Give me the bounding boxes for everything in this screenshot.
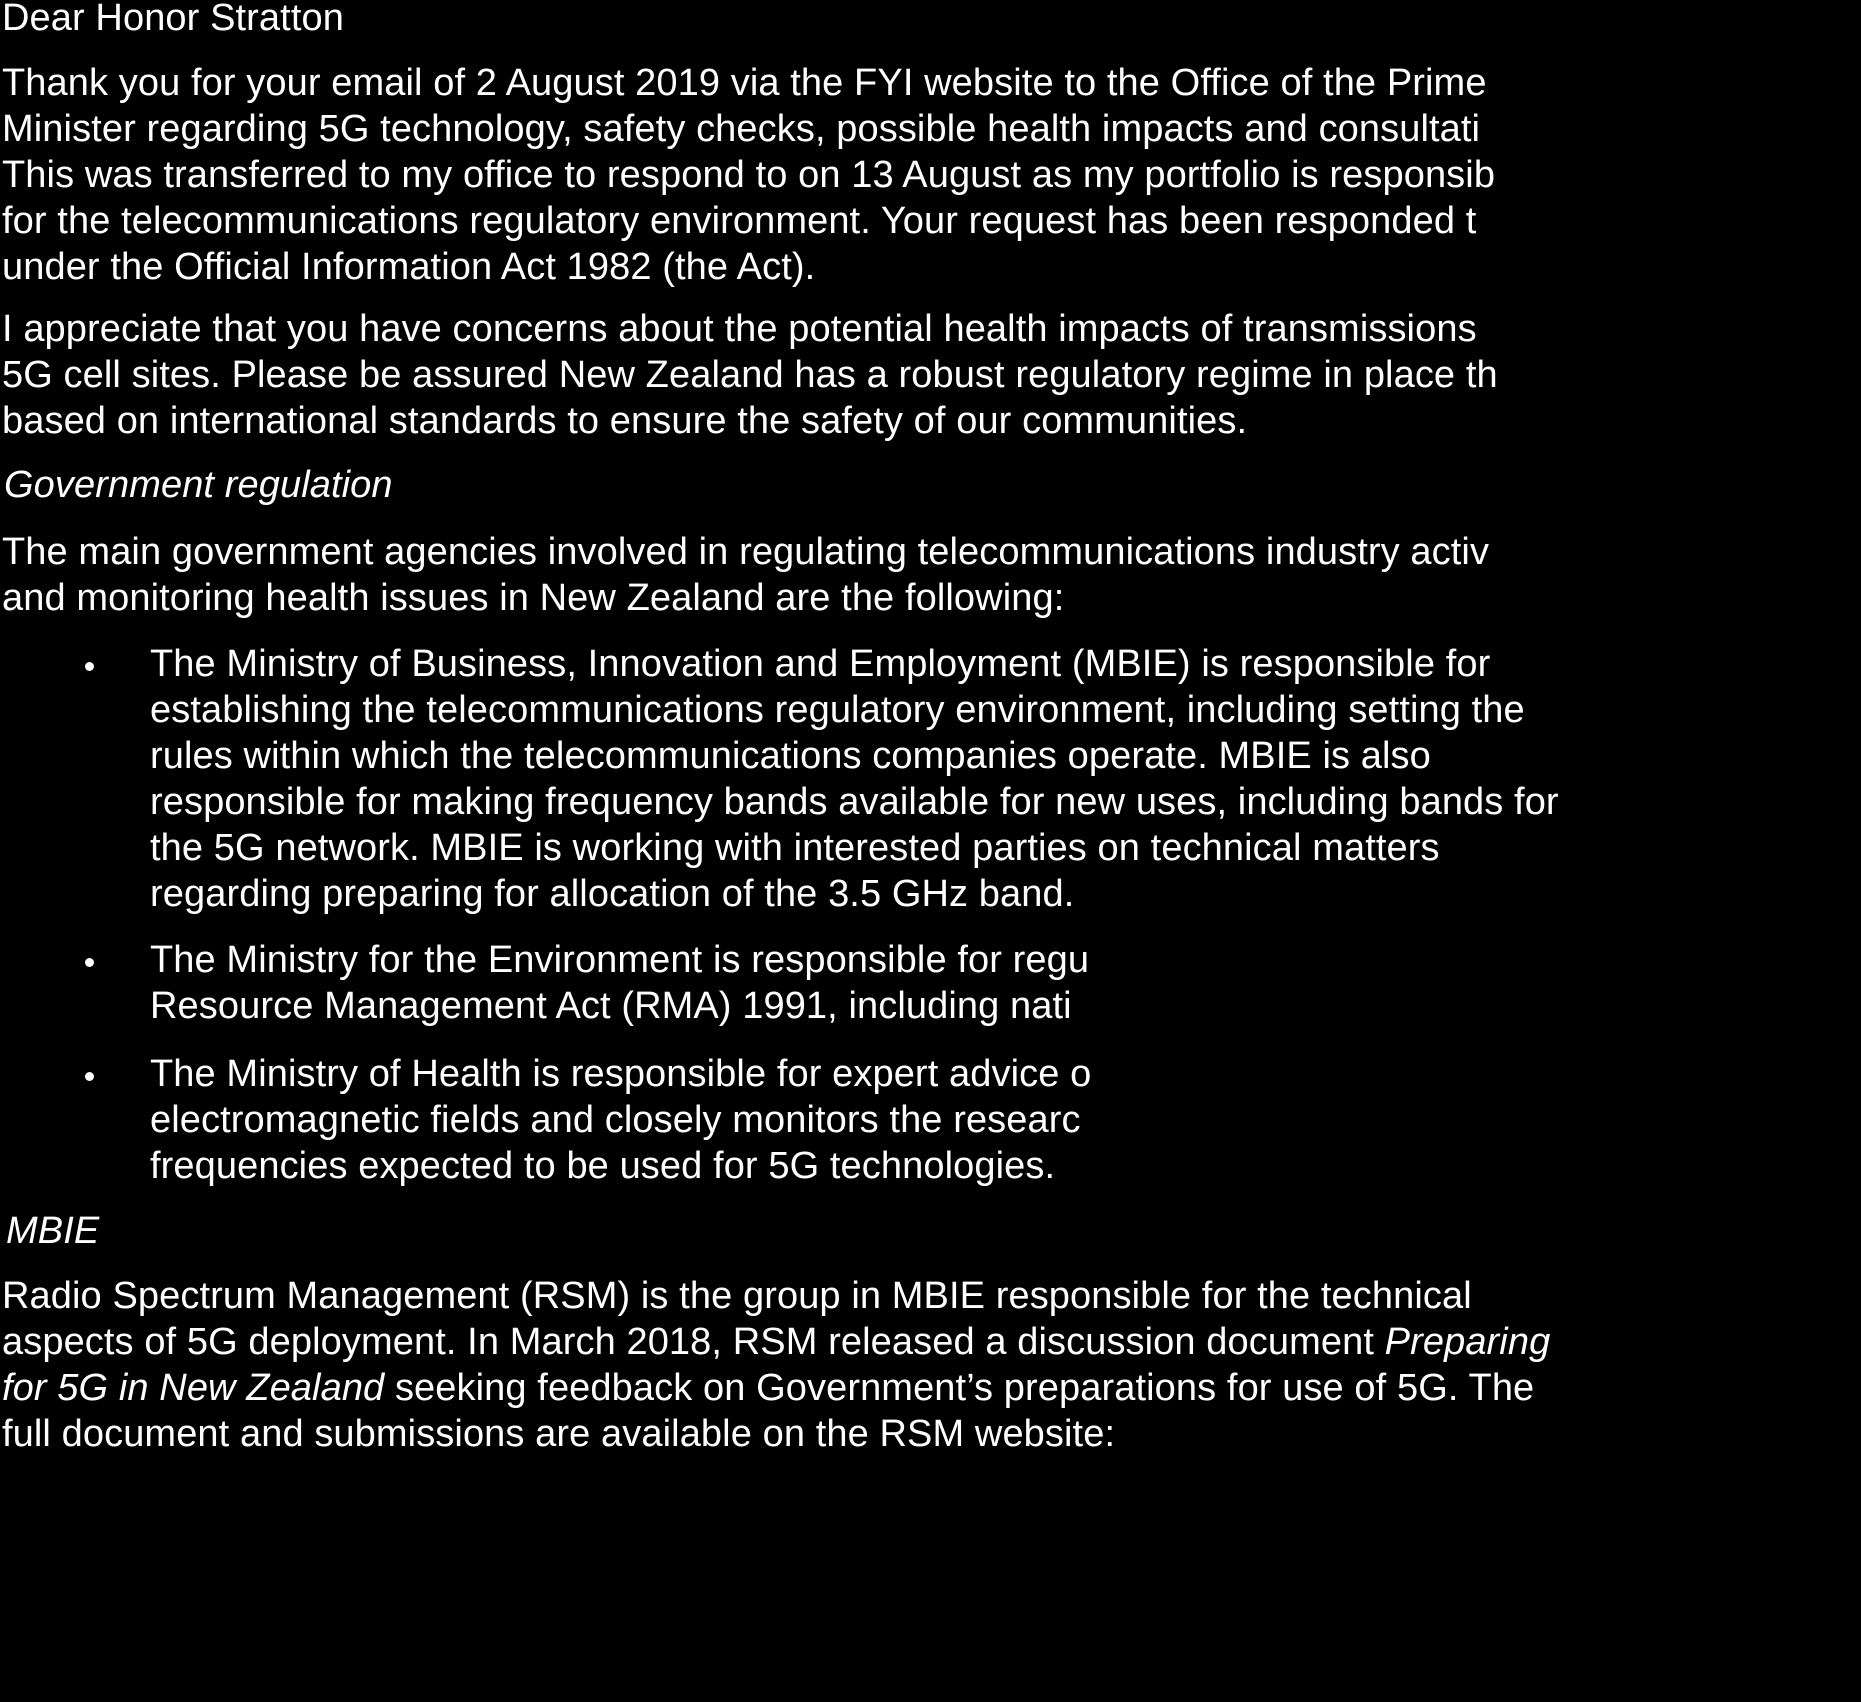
paragraph-3-line-1: The main government agencies involved in regulating telecommunications industry activ [2,531,1490,573]
bullet-1-line-5: the 5G network. MBIE is working with interested parties on technical matters [150,827,1440,869]
paragraph-2-line-1: I appreciate that you have concerns about the potential health impacts of transmissions [2,308,1477,350]
paragraph-2-line-2: 5G cell sites. Please be assured New Zealand has a robust regulatory regime in place th [2,354,1498,396]
heading-mbie: MBIE [6,1210,100,1252]
paragraph-4-line-1: Radio Spectrum Management (RSM) is the group in MBIE responsible for the technical [2,1275,1472,1317]
bullet-1-line-3: rules within which the telecommunications companies operate. MBIE is also [150,735,1431,777]
bullet-3-line-1: The Ministry of Health is responsible for expert advice o [150,1053,1092,1095]
bullet-2-line-2: Resource Management Act (RMA) 1991, including nati [150,985,1072,1027]
paragraph-4-line-2-text: aspects of 5G deployment. In March 2018, RSM released a discussion document [2,1321,1385,1363]
bullet-1-line-4: responsible for making frequency bands available for new uses, including bands for [150,781,1559,823]
bullet-1-line-6: regarding preparing for allocation of the 3.5 GHz band. [150,873,1075,915]
salutation: Dear Honor Stratton [2,0,344,39]
paragraph-4-line-2 [2,1318,1550,1366]
paragraph-1-line-4: for the telecommunications regulatory environment. Your request has been responded t [2,200,1477,242]
document-title-part-1: Preparing [1384,1321,1551,1363]
bullet-2-line-1: The Ministry for the Environment is responsible for regu [150,939,1090,981]
document-title-part-2: for 5G in New Zealand [2,1367,385,1409]
paragraph-1-line-5: under the Official Information Act 1982 (the Act). [2,246,816,288]
paragraph-4-line-4: full document and submissions are available on the RSM website: [2,1413,1116,1455]
bullet-1-line-2: establishing the telecommunications regulatory environment, including setting the [150,689,1525,731]
paragraph-1-line-1: Thank you for your email of 2 August 2019 via the FYI website to the Office of the Prime [2,62,1487,104]
paragraph-1-line-2: Minister regarding 5G technology, safety checks, possible health impacts and consultati [2,108,1481,150]
paragraph-1-line-3: This was transferred to my office to respond to on 13 August as my portfolio is responsib [2,154,1496,196]
bullet-3-line-2: electromagnetic fields and closely monitors the researc [150,1099,1081,1141]
bullet-dot-icon [85,662,94,671]
heading-government-regulation: Government regulation [4,464,393,506]
bullet-dot-icon [85,1072,94,1081]
paragraph-4-line-3 [2,1364,1534,1412]
bullet-1-line-1: The Ministry of Business, Innovation and Employment (MBIE) is responsible for [150,643,1491,685]
paragraph-2-line-3: based on international standards to ensure the safety of our communities. [2,400,1248,442]
bullet-dot-icon [85,958,94,967]
bullet-3-line-3: frequencies expected to be used for 5G technologies. [150,1145,1056,1187]
paragraph-3-line-2: and monitoring health issues in New Zealand are the following: [2,577,1065,619]
paragraph-4-line-3-text: seeking feedback on Government’s preparations for use of 5G. The [384,1367,1535,1409]
